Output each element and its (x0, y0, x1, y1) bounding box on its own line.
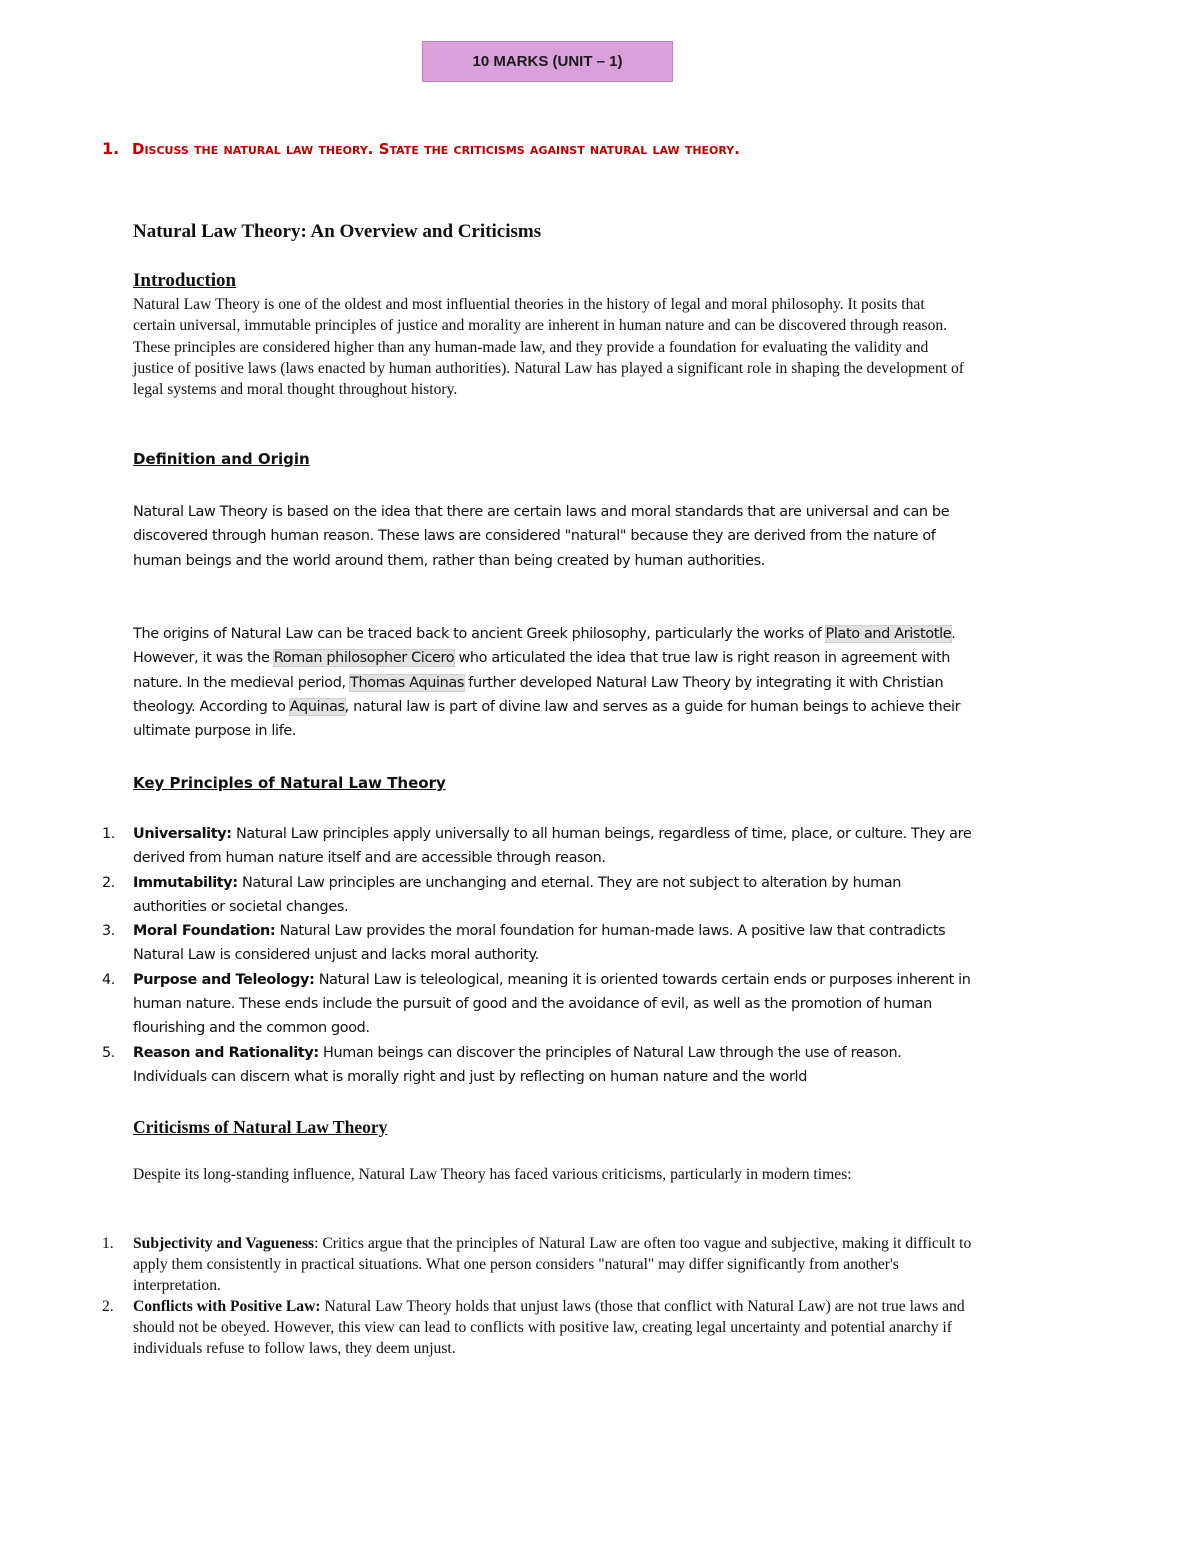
introduction-paragraph: Natural Law Theory is one of the oldest and most influential theories in the history of legal and moral philosophy. It posits that certain universal, immutable principles of justice and morality are inherent in human nature and can be discovered through reason. These principles are considered higher than any human-made law, and they provide a foundation for evaluating the validity and justice of positive laws (laws enacted by human authorities). Natural Law has played a significant role in shaping the development of legal systems and moral thought throughout history. (133, 296, 964, 399)
item-number: 4. (102, 971, 116, 988)
criticisms-intro: Despite its long-standing influence, Natural Law Theory has faced various criticisms, particularly in modern times: (133, 1166, 852, 1183)
list-item (102, 1296, 972, 1359)
item-number: 3. (102, 923, 116, 940)
para-text: . However, it was the (133, 626, 956, 667)
item-term: Conflicts with Positive Law: (133, 1298, 321, 1315)
item-term: Purpose and Teleology: (133, 971, 315, 988)
item-text: Natural Law Theory holds that unjust laws (those that conflict with Natural Law) are not true laws and should not be obeyed. However, this view can lead to conflicts with positive law, creating legal uncertainty and potential anarchy if individuals refuse to follow laws, they deem unjust. (133, 1298, 965, 1357)
list-item (102, 871, 972, 920)
item-text: Natural Law principles apply universally to all human beings, regardless of time, place, or culture. They are derived from human nature itself and are accessible through reason. (133, 826, 972, 867)
item-number: 2. (102, 1298, 114, 1315)
item-term: Universality: (133, 826, 232, 842)
item-term: Subjectivity and Vagueness (133, 1235, 315, 1252)
para-text: who articulated the idea that true law is right reason in agreement with nature. In the medieval period, (133, 650, 951, 691)
highlight-aquinas: Aquinas (289, 698, 345, 715)
list-item (102, 919, 972, 968)
question-text: Discuss the natural law theory. State the criticisms against natural law theory. (132, 140, 740, 158)
item-number: 1. (102, 1235, 114, 1252)
question-heading (102, 134, 962, 164)
highlight-cicero: Roman philosopher Cicero (273, 650, 455, 667)
principles-list (102, 822, 972, 1089)
criticisms-heading: Criticisms of Natural Law Theory (133, 1117, 388, 1137)
introduction-heading: Introduction (133, 270, 237, 291)
item-term: Moral Foundation: (133, 923, 276, 940)
document-title: Natural Law Theory: An Overview and Criticisms (133, 221, 542, 242)
item-number: 5. (102, 1044, 116, 1061)
list-item (102, 968, 972, 1041)
para-text: further developed Natural Law Theory by integrating it with Christian theology. According to (133, 674, 944, 715)
para-text: The origins of Natural Law can be traced back to ancient Greek philosophy, particularly the works of (133, 626, 826, 642)
unit-marks-badge: 10 MARKS (UNIT – 1) (422, 41, 673, 82)
principles-heading: Key Principles of Natural Law Theory (133, 774, 446, 792)
criticisms-list (102, 1233, 972, 1359)
item-text: Natural Law principles are unchanging and eternal. They are not subject to alteration by human authorities or societal changes. (133, 874, 902, 915)
item-text: Natural Law is teleological, meaning it is oriented towards certain ends or purposes inherent in human nature. These ends include the pursuit of good and the avoidance of evil, as well as the promotion of human flourishing and the common good. (133, 971, 971, 1037)
list-item (102, 1233, 972, 1296)
item-text: Human beings can discover the principles of Natural Law through the use of reason. Individuals can discern what is morally right and just by reflecting on human nature and the world (133, 1044, 902, 1085)
item-text: : Critics argue that the principles of Natural Law are often too vague and subjective, making it difficult to apply them consistently in practical situations. What one person considers "natural" may differ significantly from another's interpretation. (133, 1235, 972, 1294)
definition-paragraph-2 (133, 622, 968, 743)
para-text: , natural law is part of divine law and serves as a guide for human beings to achieve their ultimate purpose in life. (133, 698, 961, 740)
list-item (102, 1041, 972, 1090)
highlight-plato-aristotle: Plato and Aristotle (825, 626, 952, 642)
item-number: 2. (102, 874, 116, 891)
definition-heading: Definition and Origin (133, 450, 310, 468)
item-term: Immutability: (133, 874, 238, 891)
highlight-thomas-aquinas: Thomas Aquinas (350, 674, 465, 691)
list-item (102, 822, 972, 871)
definition-paragraph-1: Natural Law Theory is based on the idea that there are certain laws and moral standards that are universal and can be discovered through human reason. These laws are considered "natural" because they are derived from the nature of human beings and the world around them, rather than being created by human authorities. (133, 504, 950, 569)
item-text: Natural Law provides the moral foundation for human-made laws. A positive law that contradicts Natural Law is considered unjust and lacks moral authority. (133, 923, 946, 964)
item-number: 1. (102, 826, 116, 842)
item-term: Reason and Rationality: (133, 1044, 319, 1061)
question-number: 1. (102, 139, 120, 158)
